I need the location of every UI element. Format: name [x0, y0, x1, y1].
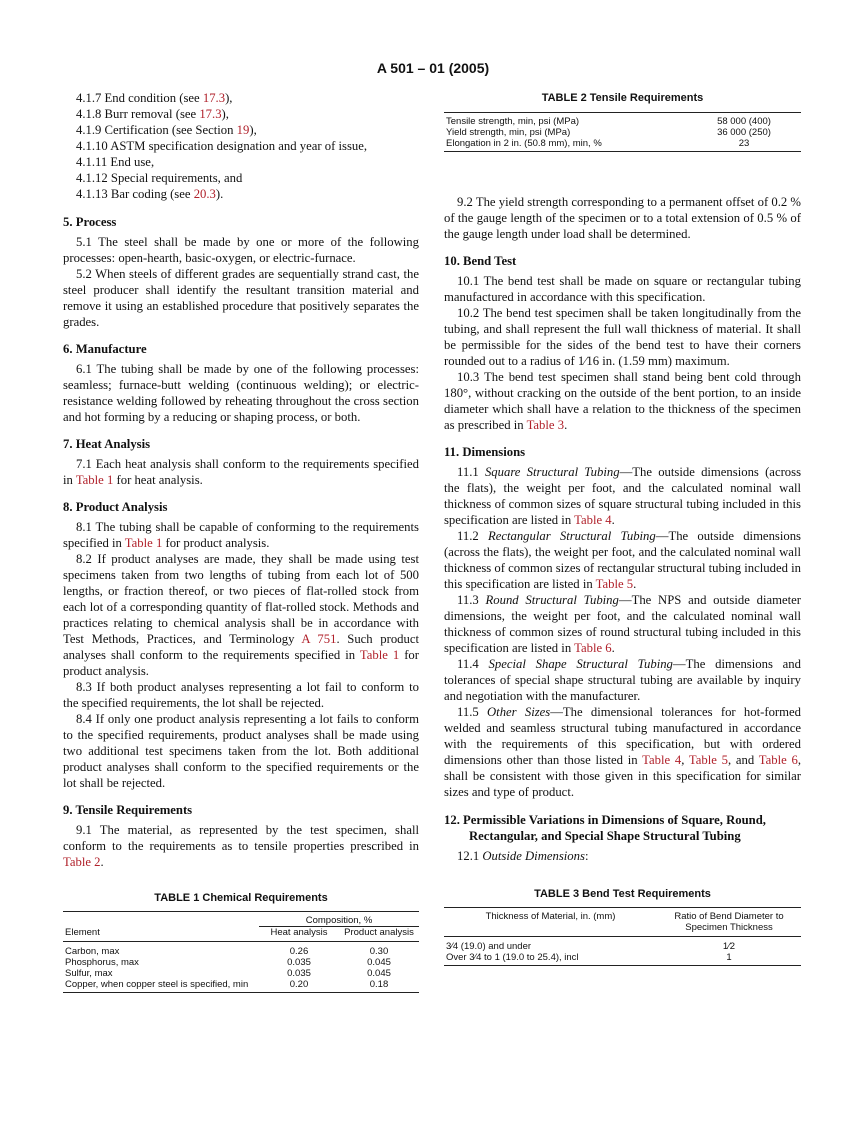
- paragraph-11-4: 11.4 Special Shape Structural Tubing—The dimensions and tolerances of special shape structural tubing are available by inquiry and negotiation with the manufacturer.: [444, 657, 801, 703]
- list-item: 4.1.12 Special requirements, and: [76, 171, 243, 185]
- table-row: Sulfur, max 0.035 0.045: [65, 968, 391, 979]
- table-1: [63, 890, 419, 993]
- list-item: 4.1.11 End use,: [76, 155, 155, 169]
- section-heading-dimensions: 11. Dimensions: [444, 445, 526, 459]
- product-header: Product analysis: [344, 927, 414, 938]
- right-column: [444, 90, 801, 966]
- composition-header: Composition, %: [259, 912, 419, 927]
- section-heading-heat-analysis: 7. Heat Analysis: [63, 437, 151, 451]
- thickness-header: Thickness of Material, in. (mm): [485, 911, 616, 922]
- table-row: Tensile strength, min, psi (MPa) 58 000 (400): [444, 113, 801, 128]
- table-2-caption: TABLE 2 Tensile Requirements: [541, 92, 704, 104]
- table-link[interactable]: Table 5: [688, 753, 728, 767]
- paragraph-10-3: 10.3 The bend test specimen shall stand being bent cold through 180°, without cracking on the outside of the bent portion, to an inside diameter which shall have a relation to the thickness of the specimen as prescribed in Table 3.: [444, 370, 801, 432]
- table-link[interactable]: Table 1: [75, 473, 114, 487]
- paragraph-10-1: 10.1 The bend test shall be made on square or rectangular tubing manufactured in accordance with this specification.: [444, 274, 801, 304]
- paragraph-11-2: 11.2 Rectangular Structural Tubing—The outside dimensions (across the flats), the weight per foot, and the calculated nominal wall thickness of common sizes of rectangular structural tubing included in this specification are listed in Table 5.: [444, 529, 801, 591]
- paragraph-11-1: 11.1 Square Structural Tubing—The outside dimensions (across the flats), the weight per foot, and the calculated nominal wall thickness of common sizes of square structural tubing included in this specification are listed in Table 4.: [444, 465, 802, 527]
- paragraph-9-2: 9.2 The yield strength corresponding to a permanent offset of 0.2 % of the gauge length of the specimen or to a total extension of 0.5 % of the gauge length under load shall be determined.: [444, 195, 801, 241]
- list-item: 4.1.13 Bar coding (see 20.3).: [76, 187, 224, 201]
- paragraph-8-4: 8.4 If only one product analysis representing a lot fails to conform to the specified requirements, product analyses shall be made using two additional test specimens taken from the lot. Both additional product analyses shall conform to the specified requirements or the lot shall be rejected.: [63, 712, 419, 790]
- table-link[interactable]: Table 1: [359, 648, 400, 662]
- bend-test-requirements-table: [444, 907, 801, 966]
- paragraph-5-2: 5.2 When steels of different grades are sequentially strand cast, the steel producer shall identify the resultant transition material and remove it using an established procedure that positively separates the grades.: [63, 267, 419, 329]
- paragraph-10-2: 10.2 The bend test specimen shall be taken longitudinally from the tubing, and shall represent the full wall thickness of material. It shall be permissible for the sides of the bend test to have their corners rounded out to a radius of 1⁄16 in. (1.59 mm) maximum.: [444, 306, 801, 368]
- table-link[interactable]: Table 6: [758, 753, 798, 767]
- section-link[interactable]: 19: [236, 123, 250, 137]
- paragraph-11-5: 11.5 Other Sizes—The dimensional tolerances for hot-formed welded and seamless structural tubing manufactured in accordance with the requirements of this specification, but with ordered dimensions other than those listed in Table 4, Table 5, and Table 6, shall be consistent with those given in this specification for similar sizes and type of product.: [444, 705, 802, 799]
- section-heading-process: 5. Process: [63, 215, 117, 229]
- section-heading-manufacture: 6. Manufacture: [63, 342, 147, 356]
- table-row: Elongation in 2 in. (50.8 mm), min, % 23: [444, 138, 801, 152]
- paragraph-5-1: 5.1 The steel shall be made by one or more of the following processes: open-hearth, basic-oxygen, or electric-furnace.: [63, 235, 419, 265]
- table-link[interactable]: Table 1: [124, 536, 163, 550]
- table-row: Over 3⁄4 to 1 (19.0 to 25.4), incl 1: [444, 952, 801, 966]
- paragraph-8-1: 8.1 The tubing shall be capable of conforming to the requirements specified in Table 1 for product analysis.: [63, 520, 419, 550]
- table-link[interactable]: Table 2: [63, 855, 101, 869]
- table-link[interactable]: Table 4: [642, 753, 682, 767]
- ratio-header: Ratio of Bend Diameter to Specimen Thickness: [674, 911, 784, 933]
- paragraph-7-1: 7.1 Each heat analysis shall conform to the requirements specified in Table 1 for heat analysis.: [63, 457, 419, 487]
- section-link[interactable]: 17.3: [199, 107, 222, 121]
- table-3-caption: TABLE 3 Bend Test Requirements: [534, 888, 711, 900]
- section-link[interactable]: 17.3: [202, 91, 226, 105]
- table-row: 3⁄4 (19.0) and under 1⁄2: [446, 941, 736, 952]
- heat-header: Heat analysis: [270, 927, 328, 938]
- paragraph-6-1: 6.1 The tubing shall be made by one of the following processes: seamless; furnace-butt welding (continuous welding); or electric-resistance welding followed by reheating throughout the cross section and hot forming by a reducing or shaping process, or both.: [63, 362, 419, 424]
- table-row: Phosphorus, max 0.035 0.045: [65, 957, 391, 968]
- paragraph-11-3: 11.3 Round Structural Tubing—The NPS and outside diameter dimensions, the weight per foot, and the calculated nominal wall thickness of common sizes of round structural tubing included in this specification are listed in Table 6.: [444, 593, 801, 655]
- table-link[interactable]: Table 3: [526, 418, 565, 432]
- section-heading-permissible-variations: 12. Permissible Variations in Dimensions of Square, Round, Rectangular, and Special Shape Structural Tubing: [444, 813, 766, 843]
- ordering-list: [63, 90, 419, 202]
- section-link[interactable]: 20.3: [193, 187, 216, 201]
- tensile-requirements-table: [444, 112, 801, 152]
- paragraph-8-2: 8.2 If product analyses are made, they shall be made using test specimens taken from two lengths of tubing from each lot of 500 lengths, or fraction thereof, or two pieces of flat-rolled stock from each lot of a corresponding quantity of flat-rolled stock. Methods and practices relating to chemical analysis shall be in accordance with Test Methods, Practices, and Terminology A 751. Such product analyses shall conform to the requirements specified in Table 1 for product analysis.: [63, 552, 420, 678]
- list-item: 4.1.7 End condition (see 17.3),: [76, 91, 233, 105]
- list-item: 4.1.9 Certification (see Section 19),: [76, 123, 257, 137]
- table-row: Copper, when copper steel is specified, min 0.20 0.18: [63, 979, 419, 993]
- table-link[interactable]: Table 4: [574, 513, 612, 527]
- table-link[interactable]: Table 6: [574, 641, 612, 655]
- page-header-designation: A 501 – 01 (2005): [376, 60, 490, 76]
- section-heading-tensile: 9. Tensile Requirements: [63, 803, 193, 817]
- standard-link[interactable]: A 751: [301, 632, 337, 646]
- table-link[interactable]: Table 5: [595, 577, 634, 591]
- paragraph-8-3: 8.3 If both product analyses representing a lot fail to conform to the specified requirements, the lot shall be rejected.: [63, 680, 419, 710]
- paragraph-9-1: 9.1 The material, as represented by the test specimen, shall conform to the requirements as to tensile properties prescribed in Table 2.: [63, 823, 419, 869]
- list-item: 4.1.8 Burr removal (see 17.3),: [76, 107, 229, 121]
- paragraph-12-1: 12.1 Outside Dimensions:: [457, 849, 589, 863]
- chemical-requirements-table: [63, 911, 419, 993]
- table-1-caption: TABLE 1 Chemical Requirements: [154, 892, 328, 904]
- list-item: 4.1.10 ASTM specification designation and year of issue,: [76, 139, 368, 153]
- table-row: Yield strength, min, psi (MPa) 36 000 (250): [446, 127, 771, 138]
- table-3: [444, 886, 801, 966]
- element-header: Element: [65, 926, 100, 938]
- section-heading-bend-test: 10. Bend Test: [444, 254, 517, 268]
- table-row: Carbon, max 0.26 0.30: [65, 946, 389, 957]
- table-2: [444, 90, 801, 152]
- left-column: [63, 90, 419, 993]
- section-heading-product-analysis: 8. Product Analysis: [63, 500, 168, 514]
